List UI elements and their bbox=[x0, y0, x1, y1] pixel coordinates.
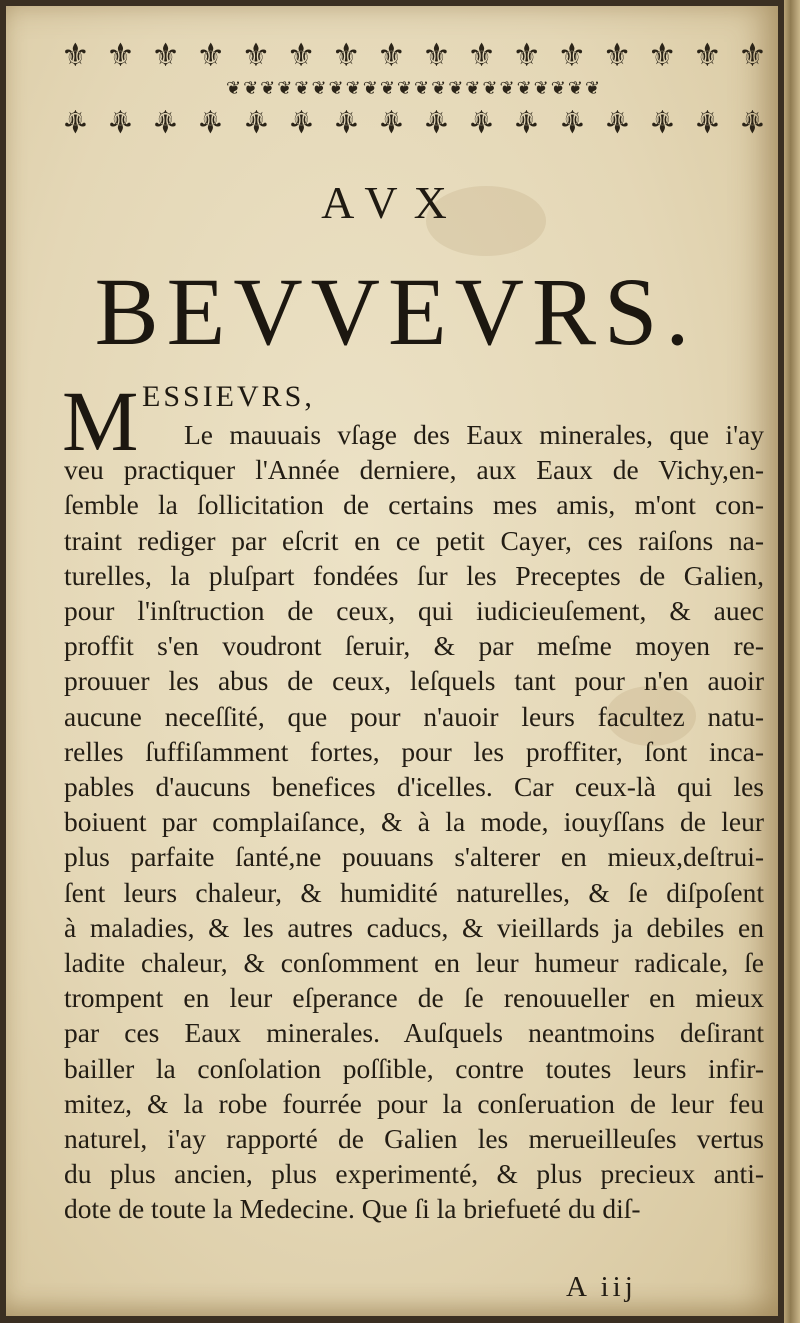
fleuron-icon: ⚜ bbox=[738, 36, 767, 74]
fleuron-icon: ⚜ bbox=[738, 102, 767, 140]
fleuron-icon: ⚜ bbox=[286, 102, 316, 140]
fleuron-icon: ⚜ bbox=[196, 102, 226, 140]
fleuron-icon: ⚜ bbox=[196, 36, 226, 74]
fleuron-icon: ❦ bbox=[294, 77, 312, 99]
signature-mark: A iij bbox=[566, 1271, 637, 1303]
text-line: pables d'aucuns benefices d'icelles. Car ceux-là qui les bbox=[64, 771, 764, 802]
fleuron-border bbox=[61, 36, 767, 148]
fleuron-icon: ⚜ bbox=[557, 102, 587, 140]
fleuron-icon: ❦ bbox=[277, 77, 295, 99]
text-line: naturel, i'ay rapporté de Galien les merueilleuſes vertus bbox=[64, 1123, 764, 1154]
fleuron-icon: ❦ bbox=[328, 77, 346, 99]
text-line: du plus ancien, plus experimenté, & plus precieux anti- bbox=[64, 1158, 764, 1190]
fleuron-icon: ❦ bbox=[499, 77, 517, 99]
fleuron-icon: ⚜ bbox=[692, 36, 722, 74]
fleuron-icon: ⚜ bbox=[647, 102, 677, 140]
text-line: Le mauuais vſage des Eaux minerales, que i'ay bbox=[184, 419, 764, 450]
fleuron-icon: ⚜ bbox=[61, 36, 90, 74]
text-line: prouuer les abus de ceux, leſquels tant pour n'en auoir bbox=[64, 665, 764, 697]
page-edge bbox=[784, 0, 800, 1323]
text-line: aucune neceſſité, que pour n'auoir leurs facultez natu- bbox=[64, 700, 764, 732]
fleuron-icon: ⚜ bbox=[467, 102, 496, 140]
fleuron-icon: ⚜ bbox=[422, 102, 451, 140]
fleuron-row-bottom bbox=[61, 102, 767, 140]
text-line: pour l'inſtruction de ceux, qui iudicieuſement, & auec bbox=[64, 595, 764, 626]
fleuron-icon: ⚜ bbox=[331, 36, 361, 74]
text-line: plus parfaite ſanté,ne pouuans s'alterer en mieux,deſtrui- bbox=[64, 841, 764, 873]
fleuron-icon: ❦ bbox=[414, 77, 432, 99]
fleuron-icon: ❦ bbox=[533, 77, 551, 99]
fleuron-icon: ❦ bbox=[225, 77, 244, 99]
text-line: par ces Eaux minerales. Auſquels neantmoins deſirant bbox=[64, 1017, 764, 1049]
fleuron-icon: ❦ bbox=[311, 77, 329, 99]
salutation: ESSIEVRS, bbox=[142, 380, 315, 413]
fleuron-icon: ⚜ bbox=[106, 102, 135, 140]
fleuron-icon: ❦ bbox=[379, 77, 397, 99]
fleuron-icon: ⚜ bbox=[602, 102, 632, 140]
heading-aux: AVX bbox=[321, 177, 463, 228]
fleuron-row-top bbox=[61, 36, 767, 74]
fleuron-icon: ❦ bbox=[362, 77, 380, 99]
text-line: ladite chaleur, & conſomment en leur humeur radicale, ſe bbox=[64, 947, 764, 978]
fleuron-icon: ❦ bbox=[482, 77, 500, 99]
fleuron-icon: ❦ bbox=[260, 77, 278, 99]
fleuron-icon: ❦ bbox=[584, 77, 603, 99]
book-page bbox=[6, 6, 778, 1316]
fleuron-icon: ⚜ bbox=[151, 36, 180, 74]
fleuron-icon: ⚜ bbox=[692, 102, 722, 140]
fleuron-icon: ⚜ bbox=[422, 36, 451, 74]
fleuron-icon: ⚜ bbox=[331, 102, 361, 140]
fleuron-icon: ⚜ bbox=[61, 102, 90, 140]
fleuron-icon: ⚜ bbox=[151, 102, 180, 140]
text-line: veu practiquer l'Année derniere, aux Eaux de Vichy,en- bbox=[64, 454, 764, 486]
fleuron-icon: ❦ bbox=[567, 77, 585, 99]
fleuron-icon: ⚜ bbox=[512, 36, 542, 74]
fleuron-icon: ⚜ bbox=[241, 36, 271, 74]
text-line: turelles, la pluſpart fondées ſur les Preceptes de Galien, bbox=[64, 559, 764, 591]
fleuron-icon: ❦ bbox=[465, 77, 483, 99]
fleuron-icon: ⚜ bbox=[467, 36, 496, 74]
fleuron-icon: ⚜ bbox=[241, 102, 271, 140]
text-line: dote de toute la Medecine. Que ſi la briefueté du diſ- bbox=[64, 1193, 641, 1225]
fleuron-icon: ❦ bbox=[396, 77, 414, 99]
fleuron-icon: ❦ bbox=[516, 77, 534, 99]
drop-cap: M bbox=[62, 373, 139, 469]
text-line: relles ſuffiſamment fortes, pour les proffiter, ſont inca- bbox=[64, 735, 764, 767]
fleuron-icon: ❦ bbox=[243, 77, 261, 99]
fleuron-icon: ⚜ bbox=[647, 36, 677, 74]
text-line: ſemble la ſollicitation de certains mes amis, m'ont con- bbox=[64, 489, 764, 521]
text-line: traint rediger par eſcrit en ce petit Cayer, ces raiſons na- bbox=[64, 524, 764, 556]
text-line: trompent en leur eſperance de ſe renouueller en mieux bbox=[64, 982, 764, 1014]
fleuron-icon: ⚜ bbox=[376, 36, 406, 74]
text-line: à maladies, & les autres caducs, & vieillards ja debiles en bbox=[64, 911, 764, 943]
fleuron-icon: ❦ bbox=[345, 77, 363, 99]
heading-bevvevrs: BEVVEVRS. bbox=[94, 258, 698, 365]
text-line: bailler la conſolation poſſible, contre toutes leurs infir- bbox=[64, 1052, 764, 1084]
fleuron-icon: ❦ bbox=[448, 77, 466, 99]
text-line: ſent leurs chaleur, & humidité naturelles, & ſe diſpoſent bbox=[64, 876, 764, 908]
fleuron-icon: ⚜ bbox=[286, 36, 316, 74]
fleuron-icon: ⚜ bbox=[376, 102, 406, 140]
fleuron-icon: ❦ bbox=[550, 77, 568, 99]
text-line: mitez, & la robe fourrée pour la conſeruation de leur feu bbox=[64, 1087, 764, 1119]
text-line: boiuent par complaiſance, & à la mode, iouyſſans de leur bbox=[64, 806, 764, 838]
fleuron-icon: ⚜ bbox=[557, 36, 587, 74]
fleuron-icon: ⚜ bbox=[602, 36, 632, 74]
fleuron-icon: ⚜ bbox=[512, 102, 542, 140]
text-line: proffit s'en voudront ſeruir, & par meſme moyen re- bbox=[64, 630, 764, 662]
fleuron-icon: ⚜ bbox=[106, 36, 135, 74]
fleuron-icon: ❦ bbox=[431, 77, 449, 99]
fleuron-row-middle bbox=[61, 74, 767, 102]
